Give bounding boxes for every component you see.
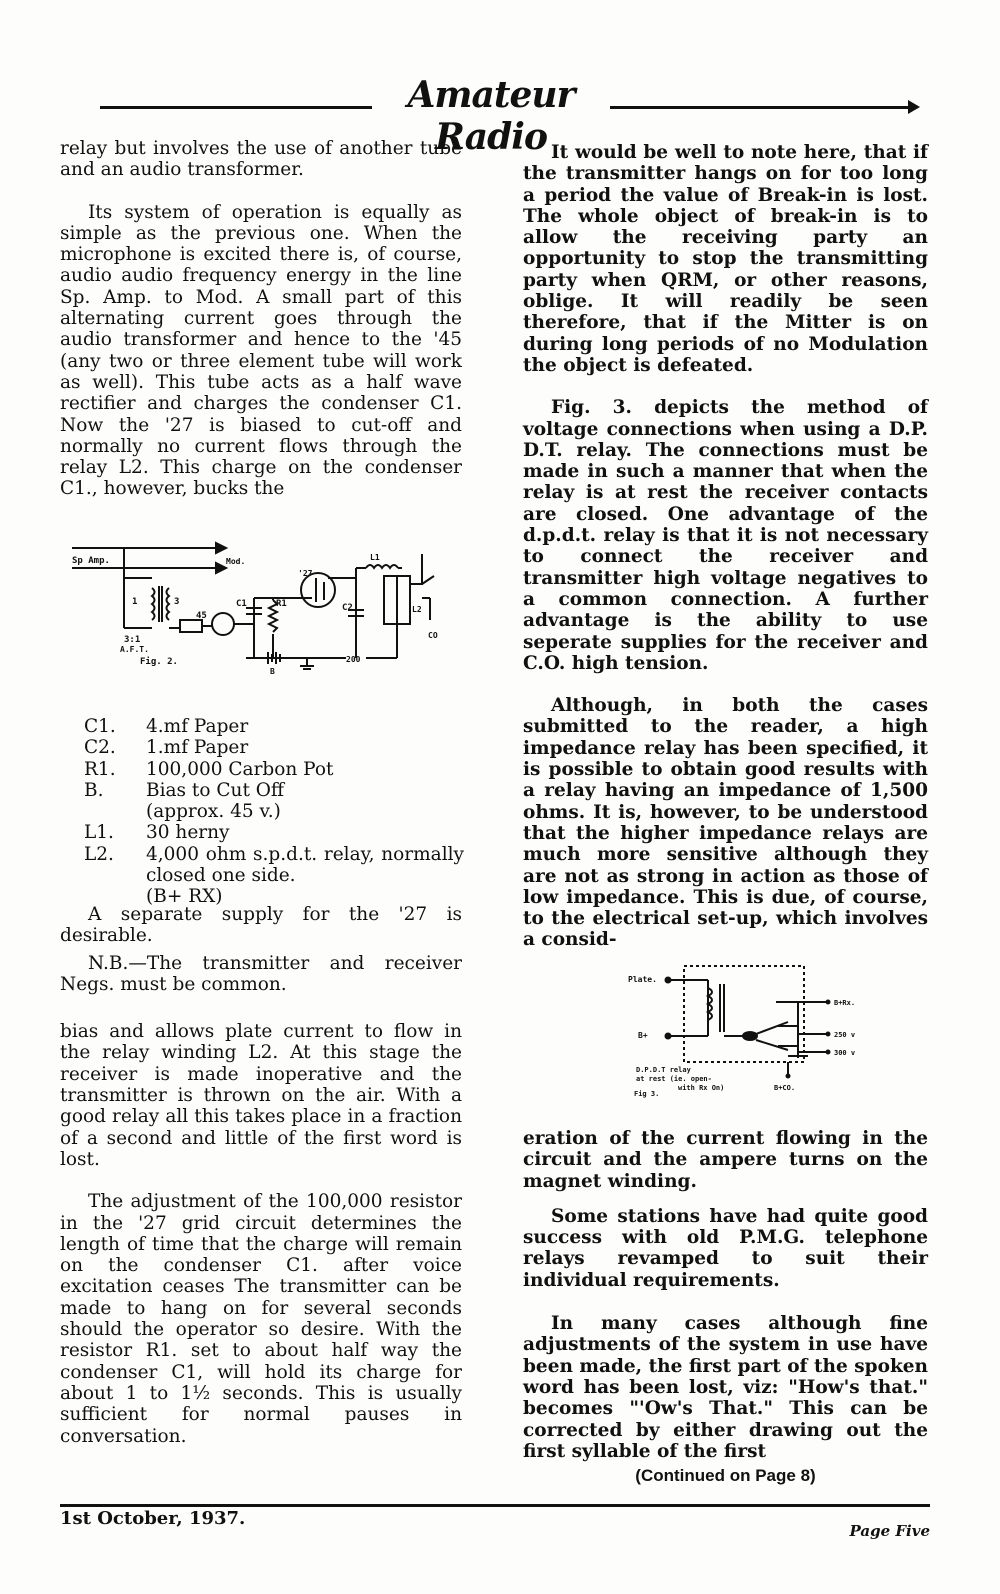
part-key: C1.	[84, 716, 116, 737]
parts-list	[84, 716, 464, 908]
paragraph: The adjustment of the 100,000 resistor in the '27 grid circuit determines the length of time that the charge will remain on the condenser C1. after voice excitation ceases The transmitter can be made to hang on for several seconds should the operator so desire. With the resistor R1. set to about half way the condenser C1, will hold its charge for about 1 to 1½ seconds. This is usually sufficient for normal pauses in conversation.	[60, 1191, 462, 1447]
label-250v: 250 v	[834, 1031, 856, 1039]
label-27: '27	[298, 569, 313, 578]
relay-diagram	[628, 962, 888, 1102]
parts-row	[84, 759, 464, 780]
issue-date: 1st October, 1937.	[60, 1508, 246, 1529]
publication-title: Amateur Radio	[407, 74, 575, 158]
label-b-plus: B+	[638, 1031, 648, 1040]
paragraph: Its system of operation is equally as simple as the previous one. When the microphone is excited there is, of course, audio audio frequency energy in the line Sp. Amp. to Mod. A small part of this alternating current goes through the audio transformer and hence to the '45 (any two or three element tube will work as well). This tube acts as a half wave rectifier and charges the condenser C1. Now the '27 is biased to cut-off and normally no current flows through the relay L2. This charge on the condenser C1., however, bucks the	[60, 201, 462, 500]
paragraph: Although, in both the cases submitted to the reader, a high impedance relay has been specified, it is possible to obtain good results with a relay having an impedance of 1,500 ohms. It is, however, to be understood that the higher impedance relays are much more sensitive although they are not as strong in action as those of low impedance. This is due, of course, to the electrical set-up, which involves a consid-	[523, 695, 928, 951]
figure-caption: Fig 3.	[634, 1090, 660, 1098]
label-c1: C1	[236, 599, 247, 609]
label-1: 1	[132, 597, 138, 607]
part-key: C2.	[84, 737, 116, 759]
parts-row	[84, 822, 464, 843]
masthead	[100, 74, 930, 158]
label-aft: A.F.T.	[120, 645, 149, 654]
continued-note: (Continued on Page 8)	[635, 1466, 816, 1485]
label-b-co: B+CO.	[774, 1084, 796, 1092]
label-ratio: 3:1	[124, 635, 141, 645]
label-r1: R1	[276, 599, 287, 609]
part-key: L1.	[84, 822, 114, 844]
right-column-top	[523, 142, 928, 951]
label-l1: L1	[370, 553, 380, 562]
part-value: 4.mf Paper	[146, 716, 249, 737]
note-line-3: with Rx On)	[678, 1084, 725, 1092]
label-200: 200	[346, 655, 361, 664]
part-value: Bias to Cut Off	[146, 779, 285, 801]
footer-rule	[60, 1504, 930, 1507]
part-key: B.	[84, 779, 104, 801]
label-l2: L2	[412, 605, 422, 614]
label-3: 3	[174, 597, 180, 607]
right-column-lower	[523, 1128, 928, 1462]
paragraph: relay but involves the use of another tube and an audio transformer.	[60, 138, 462, 181]
label-mod: Mod.	[226, 557, 246, 566]
figure-3-relay	[628, 962, 888, 1106]
masthead-rule-right	[610, 106, 915, 109]
parts-row	[84, 801, 464, 822]
paragraph: It would be well to note here, that if the transmitter hangs on for too long a period the value of Break-in is lost. The whole object of break-in is to allow the receiving party an opportunity to stop the transmitting party when QRM, or other reasons, oblige. It will readily be seen therefore, that if the Mitter is on during long periods of no Modulation the object is defeated.	[523, 142, 928, 376]
paragraph: A separate supply for the '27 is desirable.	[60, 904, 462, 947]
part-key: R1.	[84, 758, 116, 780]
part-value: 4,000 ohm s.p.d.t. relay, normally closed one side.	[146, 843, 464, 887]
left-column-top	[60, 138, 462, 500]
paragraph: eration of the current flowing in the circuit and the ampere turns on the magnet winding.	[523, 1128, 928, 1192]
paragraph: Some stations have had quite good success with old P.M.G. telephone relays revamped to suit their individual requirements.	[523, 1205, 928, 1291]
left-column-lower	[60, 904, 462, 1447]
masthead-arrow-icon	[908, 100, 920, 114]
masthead-rule-left	[100, 106, 372, 109]
figure-2-circuit	[66, 538, 466, 678]
part-key: L2.	[84, 843, 114, 865]
page-number: Page Five	[849, 1522, 930, 1540]
parts-row	[84, 780, 464, 801]
label-plate: Plate.	[628, 975, 657, 984]
circuit-diagram	[66, 538, 466, 674]
label-c2: C2	[342, 603, 353, 613]
paragraph: In many cases although fine adjustments of the system in use have been made, the first part of the spoken word has been lost, viz: "How's that." becomes "'Ow's That." This can be corrected by either drawing out the first syllable of the first	[523, 1313, 928, 1462]
part-value: 1.mf Paper	[146, 737, 249, 759]
note-line-2: at rest (ie. open-	[636, 1075, 712, 1083]
note-line-1: D.P.D.T relay	[636, 1066, 691, 1074]
part-key	[84, 801, 146, 822]
parts-row	[84, 737, 464, 758]
parts-row	[84, 716, 464, 737]
label-sp-amp: Sp Amp.	[72, 556, 110, 566]
figure-caption: Fig. 2.	[140, 657, 178, 667]
label-co: CO	[428, 631, 438, 640]
parts-row	[84, 844, 464, 887]
label-300v: 300 v	[834, 1049, 856, 1057]
paragraph: N.B.—The transmitter and receiver Negs. must be common.	[60, 952, 462, 995]
label-b-rx: B+Rx.	[834, 999, 856, 1007]
part-value: (approx. 45 v.)	[146, 801, 281, 823]
label-b: B	[270, 667, 275, 674]
part-value: 30 herny	[146, 822, 230, 844]
label-45: 45	[196, 611, 207, 621]
paragraph: bias and allows plate current to flow in the relay winding L2. At this stage the receiver is made inoperative and the transmitter is thrown on the air. With a good relay all this takes place in a fraction of a second and little of the first word is lost.	[60, 1021, 462, 1170]
part-value: 100,000 Carbon Pot	[146, 758, 334, 780]
paragraph: Fig. 3. depicts the method of voltage connections when using a D.P. D.T. relay. The connections must be made in such a manner that when the relay is at rest the receiver contacts are closed. One advantage of the d.p.d.t. relay is that it is not necessary to connect the receiver and transmitter high voltage negatives to a common connection. A further advantage is the ability to use seperate supplies for the receiver and C.O. high tension.	[523, 397, 928, 674]
part-value: (B+ RX)	[146, 886, 223, 908]
